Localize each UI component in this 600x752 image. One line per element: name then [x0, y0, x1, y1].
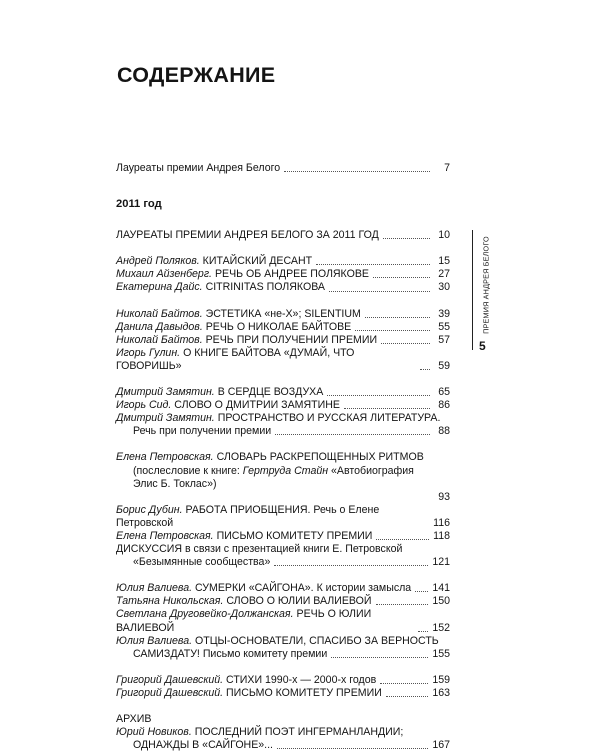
dot-leader	[316, 264, 430, 265]
dot-leader	[327, 395, 430, 396]
toc-entry	[116, 595, 450, 608]
archive-label: АРХИВ	[116, 713, 152, 725]
toc-entry	[116, 334, 450, 347]
toc-entry	[116, 687, 450, 700]
dot-leader	[284, 171, 430, 172]
toc-title: РАБОТА ПРИОБЩЕНИЯ. Речь о Елене Петровской	[116, 503, 380, 529]
toc-title: КИТАЙСКИЙ ДЕСАНТ	[202, 255, 313, 268]
dot-leader	[380, 683, 428, 684]
toc-page: 88	[438, 425, 450, 438]
toc-page: 152	[432, 621, 450, 634]
toc-entry	[116, 347, 450, 373]
toc-title: РЕЧЬ О НИКОЛАЕ БАЙТОВЕ	[205, 320, 352, 333]
toc-page: 55	[438, 320, 450, 333]
toc-page: 163	[432, 686, 450, 699]
toc-page: 167	[432, 739, 450, 752]
toc-author: Юрий Новиков.	[116, 726, 192, 739]
toc-page: 159	[432, 673, 450, 686]
toc-entry	[116, 308, 450, 321]
toc-entry-first-line	[116, 635, 450, 648]
dot-leader	[376, 539, 429, 540]
toc-entry	[116, 281, 450, 294]
toc-title: РЕЧЬ О ЮЛИИ ВАЛИЕВОЙ	[116, 608, 372, 634]
toc-entry	[116, 582, 450, 595]
toc-author: Григорий Дашевский.	[116, 686, 224, 699]
toc-entry-first-line	[116, 726, 450, 739]
dot-leader	[274, 565, 428, 566]
toc-entry	[116, 674, 450, 687]
dot-leader	[376, 604, 429, 605]
toc-title: ОТЦЫ-ОСНОВАТЕЛИ, СПАСИБО ЗА ВЕРНОСТЬ	[194, 634, 439, 647]
toc-author: Елена Петровская.	[116, 451, 214, 464]
toc-title: СУМЕРКИ «САЙГОНА». К истории замысла	[194, 582, 412, 595]
toc-title: СТИХИ 1990-х — 2000-х годов	[226, 673, 377, 686]
toc-page: 118	[433, 529, 450, 542]
dot-leader	[418, 631, 428, 632]
page-number: 5	[479, 339, 486, 353]
toc-entry	[116, 504, 450, 530]
toc-text: (послесловие к книге:	[133, 464, 243, 477]
toc-entry	[116, 255, 450, 268]
toc-page: 10	[438, 229, 450, 242]
toc-author: Дмитрий Замятин.	[116, 412, 215, 425]
dot-leader	[365, 317, 430, 318]
dot-leader	[355, 330, 430, 331]
toc-page: 150	[432, 595, 450, 608]
toc-page: 59	[438, 359, 450, 372]
toc-page: 86	[438, 399, 450, 412]
toc-author: Светлана Друговейко-Должанская.	[116, 608, 294, 621]
toc-entry	[116, 399, 450, 412]
toc-title: ПОСЛЕДНИЙ ПОЭТ ИНГЕРМАНЛАНДИИ;	[194, 726, 404, 739]
toc-author: Михаил Айзенберг.	[116, 268, 212, 281]
toc-author: Татьяна Никольская.	[116, 595, 224, 608]
toc-page: 39	[438, 307, 450, 320]
toc-author: Данила Давыдов.	[116, 320, 203, 333]
dot-leader	[373, 277, 430, 278]
toc-author: Андрей Поляков.	[116, 255, 200, 268]
toc-page: 155	[432, 647, 450, 660]
page-heading: СОДЕРЖАНИЕ	[117, 63, 276, 87]
toc-author: Игорь Гулин.	[116, 346, 181, 359]
toc-entry	[116, 229, 450, 242]
toc-entry	[116, 268, 450, 281]
toc-author: Екатерина Дайс.	[116, 281, 203, 294]
running-head	[480, 230, 492, 340]
toc-entry	[116, 386, 450, 399]
dot-leader	[329, 291, 430, 292]
toc-entry	[116, 530, 450, 543]
toc-title: РЕЧЬ ОБ АНДРЕЕ ПОЛЯКОВЕ	[214, 268, 369, 281]
toc-title: ПИСЬМО КОМИТЕТУ ПРЕМИИ	[226, 686, 382, 699]
toc-entry-line: Элис Б. Токлас»)	[133, 477, 217, 490]
toc-title: ПРОСТРАНСТВО И РУССКАЯ ЛИТЕРАТУРА.	[217, 412, 441, 425]
toc-title-continued: Речь при получении премии	[133, 425, 272, 438]
toc-title: РЕЧЬ ПРИ ПОЛУЧЕНИИ ПРЕМИИ	[205, 333, 378, 346]
toc-author: Елена Петровская.	[116, 529, 214, 542]
toc-page: 141	[432, 582, 450, 595]
dot-leader	[275, 434, 430, 435]
toc-page: 15	[438, 255, 450, 268]
toc-entry	[116, 321, 450, 334]
toc-page: 121	[432, 556, 450, 569]
toc-title-continued: ОДНАЖДЫ В «САЙГОНЕ»...	[133, 739, 273, 752]
toc-title: В СЕРДЦЕ ВОЗДУХА	[217, 386, 324, 399]
toc-entry-first-line	[116, 451, 450, 464]
toc-page: 7	[444, 162, 450, 174]
toc-page: 30	[438, 281, 450, 294]
dot-leader	[383, 238, 430, 239]
toc-page: 116	[433, 516, 450, 529]
toc-title: CITRINITAS ПОЛЯКОВА	[205, 281, 325, 294]
toc-author: Игорь Сид.	[116, 399, 172, 412]
toc-title: ЛАУРЕАТЫ ПРЕМИИ АНДРЕЯ БЕЛОГО ЗА 2011 ГОД	[116, 229, 379, 242]
dot-leader	[277, 748, 428, 749]
toc-entry-line	[116, 465, 450, 478]
toc-title: ПИСЬМО КОМИТЕТУ ПРЕМИИ	[216, 529, 373, 542]
dot-leader	[381, 343, 430, 344]
toc-title: Лауреаты премии Андрея Белого	[116, 162, 281, 174]
toc-author: Юлия Валиева.	[116, 634, 193, 647]
toc-entry	[116, 491, 450, 504]
toc-title-continued: САМИЗДАТУ! Письмо комитету премии	[133, 647, 328, 660]
toc-author: Николай Байтов.	[116, 307, 203, 320]
toc-title: СЛОВАРЬ РАСКРЕПОЩЕННЫХ РИТМОВ	[216, 451, 424, 464]
toc-title: СЛОВО О ЮЛИИ ВАЛИЕВОЙ	[226, 595, 372, 608]
toc-entry-intro	[116, 162, 450, 175]
toc-page: 27	[438, 268, 450, 281]
toc-title: О КНИГЕ БАЙТОВА «ДУМАЙ, ЧТО ГОВОРИШЬ»	[116, 346, 355, 372]
toc-author: Борис Дубин.	[116, 503, 183, 516]
dot-leader	[415, 591, 428, 592]
toc-author: Григорий Дашевский.	[116, 673, 224, 686]
table-of-contents	[116, 162, 450, 752]
dot-leader	[331, 657, 428, 658]
toc-author: Гертруда Стайн	[242, 464, 329, 477]
toc-entry	[116, 739, 450, 752]
toc-page: 93	[438, 490, 450, 503]
toc-page: 57	[438, 333, 450, 346]
toc-entry-first-line: ДИСКУССИЯ в связи с презентацией книги Е. Петровской	[116, 543, 403, 556]
running-head-text: ПРЕМИЯ АНДРЕЯ БЕЛОГО	[481, 236, 491, 334]
toc-entry	[116, 608, 450, 634]
toc-author: Юлия Валиева.	[116, 582, 193, 595]
toc-title: ЭСТЕТИКА «не-Х»; SILENTIUM	[205, 307, 361, 320]
toc-page: 65	[438, 386, 450, 399]
toc-entry	[116, 425, 450, 438]
toc-title: СЛОВО О ДМИТРИИ ЗАМЯТИНЕ	[174, 399, 340, 412]
toc-entry	[116, 556, 450, 569]
toc-entry	[116, 648, 450, 661]
toc-author: Дмитрий Замятин.	[116, 386, 215, 399]
toc-entry-first-line	[116, 412, 450, 425]
toc-text: «Автобиография	[328, 464, 414, 477]
dot-leader	[420, 369, 430, 370]
dot-leader	[344, 408, 430, 409]
dot-leader	[386, 696, 428, 697]
year-heading: 2011 год	[116, 198, 162, 211]
toc-author: Николай Байтов.	[116, 333, 203, 346]
margin-rule	[472, 230, 473, 350]
toc-title-continued: «Безымянные сообщества»	[133, 556, 271, 569]
